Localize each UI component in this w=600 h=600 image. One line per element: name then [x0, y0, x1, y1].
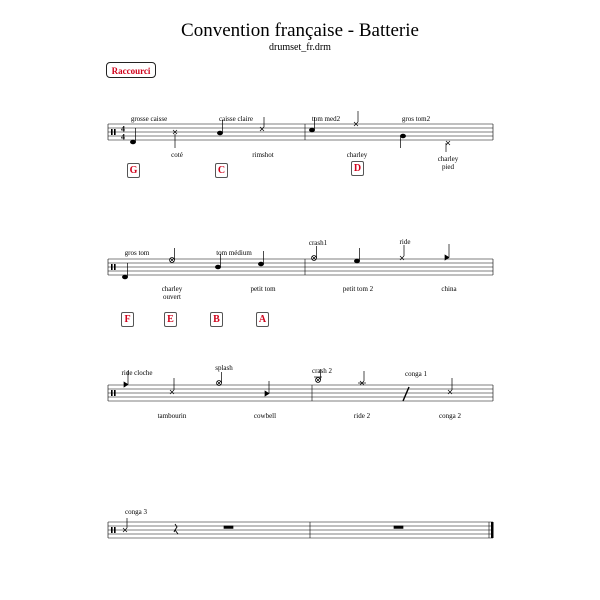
- label-charley-pied: charley pied: [437, 155, 459, 171]
- label-conga-1: conga 1: [405, 370, 427, 378]
- label-ride-cloche: ride cloche: [121, 369, 153, 377]
- label-crash-2: crash 2: [311, 367, 333, 375]
- label-gros-tom2: gros tom2: [401, 115, 431, 123]
- key-a[interactable]: A: [256, 312, 269, 327]
- label-grosse-caisse: grosse caisse: [130, 115, 168, 123]
- label-charley: charley: [346, 151, 368, 159]
- staff-system-2: [108, 259, 493, 275]
- label-cote: coté: [171, 151, 183, 159]
- label-ride: ride: [399, 238, 411, 246]
- percussion-clefs: [111, 129, 116, 533]
- label-caisse-claire: caisse claire: [218, 115, 254, 123]
- notes-system-2: [122, 244, 449, 279]
- key-g[interactable]: G: [127, 163, 140, 178]
- time-signature-bottom: 4: [121, 132, 125, 142]
- label-crash1: crash1: [308, 239, 328, 247]
- label-tambourin: tambourin: [157, 412, 187, 420]
- label-tom-medium: tom médium: [216, 249, 252, 257]
- staff-system-3: [108, 385, 493, 401]
- label-conga-2: conga 2: [439, 412, 461, 420]
- final-barline: [491, 522, 494, 538]
- page-title: Convention française - Batterie: [181, 20, 419, 41]
- label-conga-3: conga 3: [125, 508, 147, 516]
- key-f[interactable]: F: [121, 312, 134, 327]
- label-cowbell: cowbell: [253, 412, 277, 420]
- staff-system-1: [108, 124, 493, 140]
- label-petit-tom: petit tom: [250, 285, 276, 293]
- label-gros-tom: gros tom: [124, 249, 150, 257]
- staff-system-4: [108, 522, 493, 538]
- time-signature-top: 4: [121, 124, 125, 134]
- label-ride-2: ride 2: [353, 412, 371, 420]
- label-petit-tom-2: petit tom 2: [342, 285, 374, 293]
- label-tom-med2: tom med2: [311, 115, 341, 123]
- label-splash: splash: [215, 364, 233, 372]
- key-c[interactable]: C: [215, 163, 228, 178]
- key-e[interactable]: E: [164, 312, 177, 327]
- file-name: drumset_fr.drm: [269, 42, 331, 53]
- shortcut-button[interactable]: Raccourci: [106, 62, 156, 78]
- key-d[interactable]: D: [351, 161, 364, 176]
- label-rimshot: rimshot: [252, 151, 274, 159]
- label-china: china: [441, 285, 457, 293]
- label-charley-ouvert: charley ouvert: [161, 285, 183, 301]
- key-b[interactable]: B: [210, 312, 223, 327]
